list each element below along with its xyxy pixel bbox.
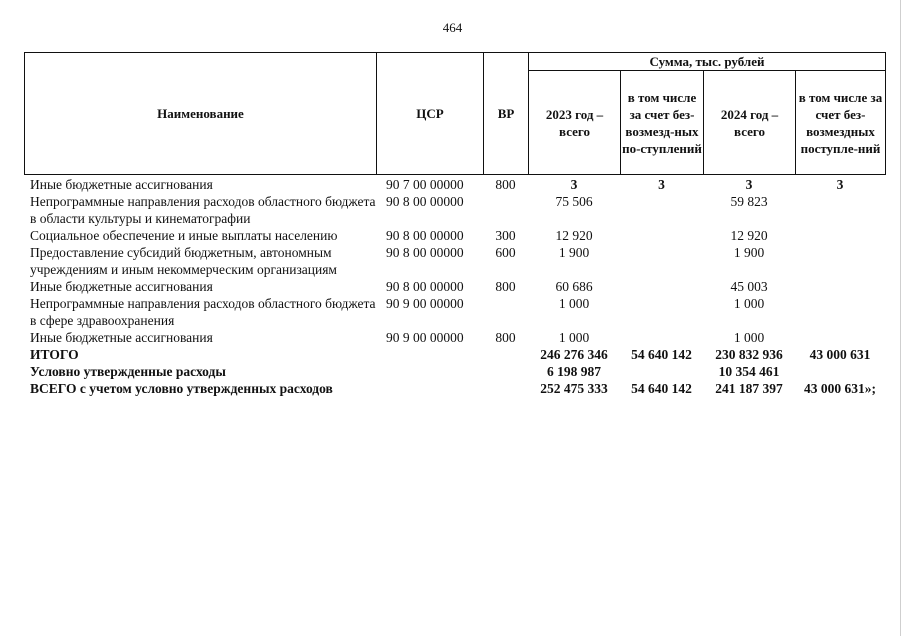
table-row	[24, 295, 885, 329]
header-name: Наименование	[25, 53, 377, 175]
header-2024-total: 2024 год – всего	[704, 71, 796, 175]
cell-2024-total: 3	[745, 177, 753, 192]
cell-vr	[483, 193, 528, 227]
table-row	[24, 244, 885, 278]
cell-2023-free: 54 640 142	[631, 347, 692, 362]
cell-csr: 90 8 00 00000	[386, 194, 464, 209]
header-2023-total: 2023 год – всего	[529, 71, 621, 175]
cell-2024-free: 3	[836, 177, 844, 192]
cell-2023-free	[620, 329, 703, 346]
cell-2024-free	[795, 363, 885, 380]
table-row	[24, 380, 885, 397]
header-sum: Сумма, тыс. рублей	[529, 53, 886, 71]
cell-2024-free	[795, 278, 885, 295]
cell-vr	[483, 346, 528, 363]
cell-2023-total: 3	[570, 177, 578, 192]
cell-2023-free	[620, 244, 703, 278]
cell-csr: 90 7 00 00000	[386, 177, 464, 192]
cell-2024-free	[795, 193, 885, 227]
cell-name: Предоставление субсидий бюджетным, автономным учреждениям и иным некоммерческим организациям	[30, 245, 337, 277]
cell-vr	[483, 363, 528, 380]
cell-2023-total: 252 475 333	[540, 381, 608, 396]
table-row	[24, 329, 885, 346]
cell-2023-total: 12 920	[555, 228, 593, 243]
cell-2024-total: 1 900	[733, 245, 765, 260]
header-2024-free: в том числе за счет без-возмездных поступле-ний	[796, 71, 886, 175]
cell-vr: 300	[495, 228, 516, 243]
cell-2023-free	[620, 193, 703, 227]
cell-csr: 90 9 00 00000	[386, 296, 464, 311]
cell-name: Непрограммные направления расходов областного бюджета в сфере здравоохранения	[30, 296, 376, 328]
cell-2023-free: 54 640 142	[631, 381, 692, 396]
cell-2024-free	[795, 295, 885, 329]
cell-name: Иные бюджетные ассигнования	[30, 177, 213, 192]
cell-name: Иные бюджетные ассигнования	[30, 330, 213, 345]
cell-2024-total: 241 187 397	[715, 381, 783, 396]
cell-2023-free	[620, 295, 703, 329]
cell-name: ИТОГО	[30, 347, 79, 362]
cell-vr: 800	[495, 177, 516, 192]
cell-2023-total: 1 000	[558, 296, 590, 311]
cell-vr: 800	[495, 279, 516, 294]
cell-2024-total: 230 832 936	[715, 347, 783, 362]
cell-2024-free	[795, 329, 885, 346]
cell-name: ВСЕГО с учетом условно утвержденных расходов	[30, 381, 333, 396]
cell-name: Социальное обеспечение и иные выплаты населению	[30, 228, 338, 243]
cell-2023-total: 75 506	[555, 194, 593, 209]
cell-2024-free: 43 000 631»;	[804, 381, 876, 396]
cell-csr	[376, 380, 483, 397]
cell-2024-total: 12 920	[730, 228, 768, 243]
scan-edge-line	[900, 0, 901, 636]
table-row	[24, 278, 885, 295]
cell-csr: 90 8 00 00000	[386, 245, 464, 260]
cell-vr	[483, 380, 528, 397]
cell-name: Условно утвержденные расходы	[30, 364, 226, 379]
cell-2024-total: 59 823	[730, 194, 768, 209]
header-csr: ЦСР	[377, 53, 484, 175]
cell-2024-total: 1 000	[733, 296, 765, 311]
cell-2023-free	[620, 278, 703, 295]
table-row	[24, 227, 885, 244]
cell-2024-free: 43 000 631	[809, 347, 871, 362]
cell-2023-total: 60 686	[555, 279, 593, 294]
cell-csr: 90 8 00 00000	[386, 228, 464, 243]
cell-vr	[483, 295, 528, 329]
cell-csr: 90 9 00 00000	[386, 330, 464, 345]
cell-2024-free	[795, 244, 885, 278]
table-row	[24, 176, 885, 193]
table-row	[24, 363, 885, 380]
cell-2023-total: 1 900	[558, 245, 590, 260]
cell-2023-free: 3	[658, 177, 665, 192]
page-number: 464	[442, 20, 463, 35]
header-2023-free: в том числе за счет без-возмезд-ных по-ступлений	[621, 71, 704, 175]
cell-vr: 600	[495, 245, 516, 260]
cell-2023-free	[620, 363, 703, 380]
cell-2024-total: 1 000	[733, 330, 765, 345]
cell-2024-free	[795, 227, 885, 244]
cell-csr: 90 8 00 00000	[386, 279, 464, 294]
table-body	[24, 176, 885, 397]
cell-name: Непрограммные направления расходов областного бюджета в области культуры и кинематографии	[30, 194, 376, 226]
cell-2023-total: 1 000	[558, 330, 590, 345]
cell-name: Иные бюджетные ассигнования	[30, 279, 213, 294]
cell-2024-total: 10 354 461	[718, 364, 780, 379]
table-header	[24, 52, 886, 175]
cell-csr	[376, 346, 483, 363]
table-row	[24, 193, 885, 227]
cell-2023-total: 6 198 987	[547, 364, 601, 379]
cell-2024-total: 45 003	[730, 279, 768, 294]
cell-2023-free	[620, 227, 703, 244]
table-row	[24, 346, 885, 363]
cell-csr	[376, 363, 483, 380]
cell-vr: 800	[495, 330, 516, 345]
cell-2023-total: 246 276 346	[540, 347, 608, 362]
header-vr: ВР	[484, 53, 529, 175]
